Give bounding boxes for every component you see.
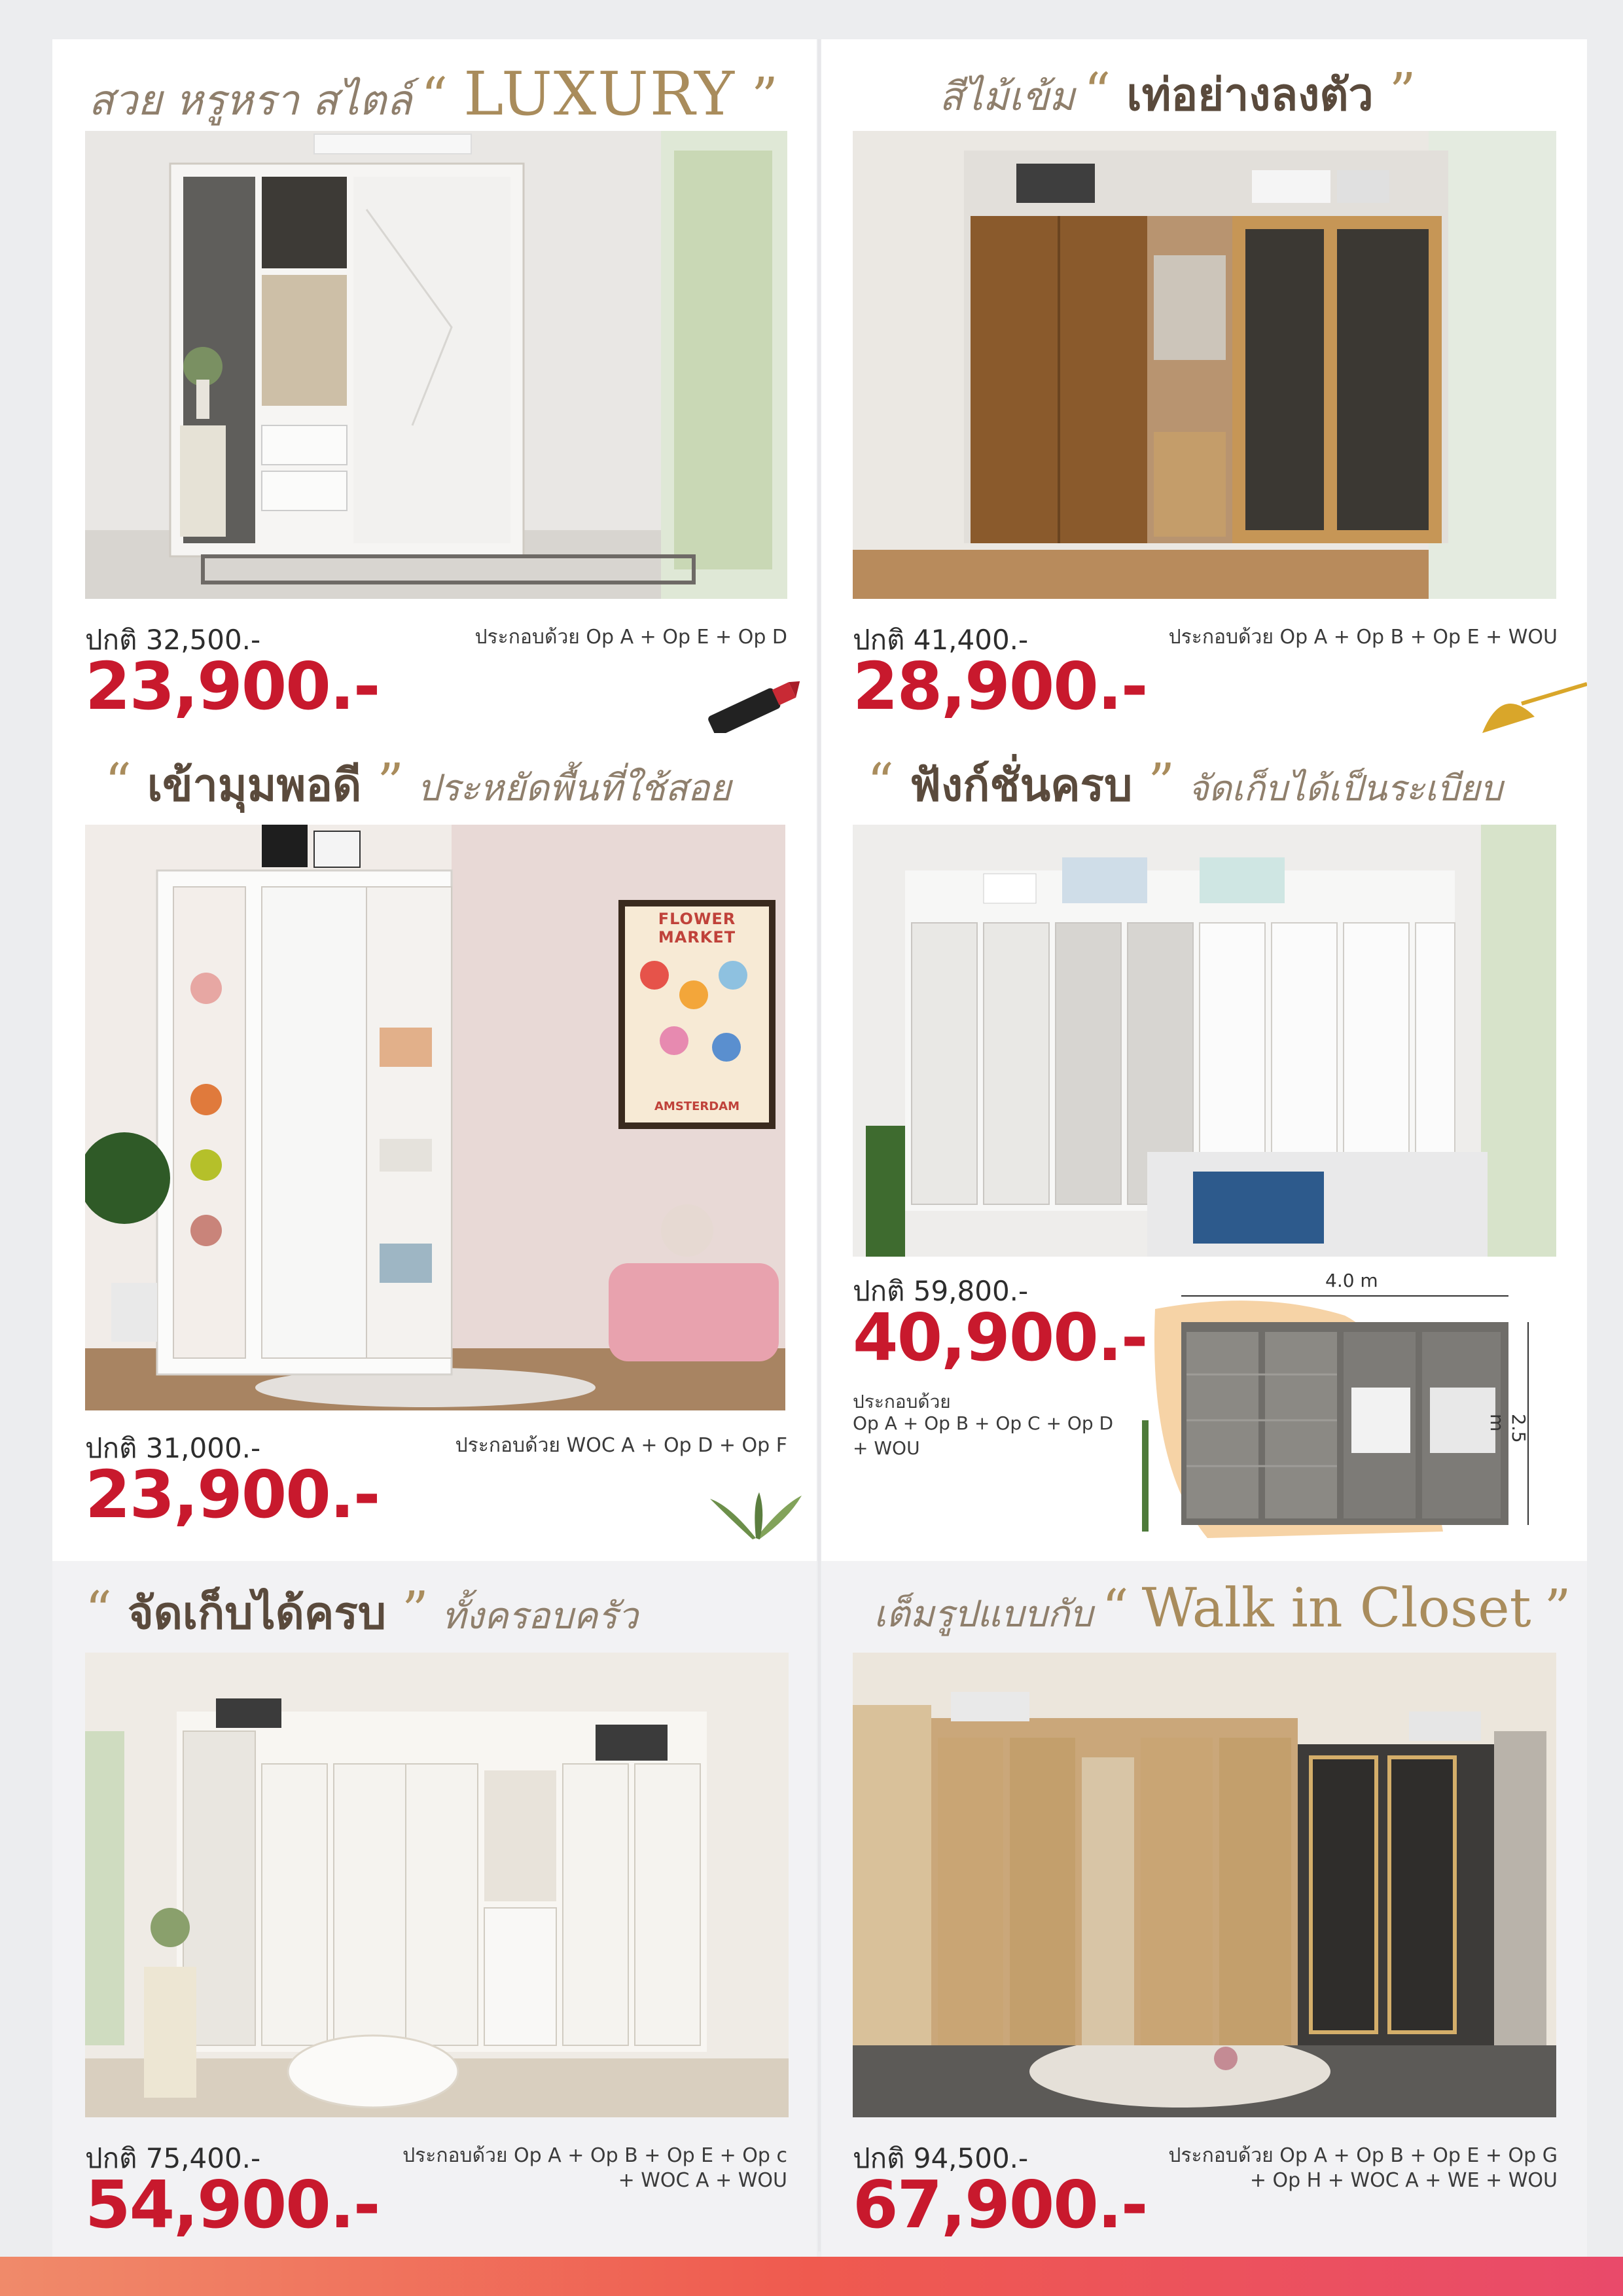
function-wardrobe-photo [853, 825, 1556, 1257]
title-highlight: เข้ามุมพอดี [147, 760, 362, 812]
poster-subtitle: AMSTERDAM [654, 1100, 740, 1113]
title-en: LUXURY [463, 59, 736, 129]
section-walk-in-closet [821, 1561, 1587, 2258]
section-dark-wood [821, 39, 1587, 733]
sale-price: 23,900.- [85, 1456, 380, 1533]
quote-open: “ [867, 752, 894, 813]
poster-title: FLOWER MARKET [658, 910, 736, 946]
quote-open: “ [105, 752, 132, 813]
sale-price: 28,900.- [853, 648, 1147, 725]
title-highlight: ฟังก์ชั่นครบ [909, 760, 1133, 812]
parts-line-2: + Op H + WOC A + WE + WOU [1249, 2169, 1558, 2192]
family-wardrobe-photo [85, 1653, 789, 2117]
regular-price: ปกติ 41,400.- [853, 624, 1029, 656]
title-thai: สีไม้เข้ม [939, 74, 1075, 120]
parts-label: ประกอบด้วย [853, 1391, 951, 1412]
section-function [821, 733, 1587, 1561]
regular-price: ปกติ 94,500.- [853, 2142, 1029, 2174]
section-corner [52, 733, 817, 1561]
title-thai: ประหยัดพื้นที่ใช้สอย [417, 767, 732, 810]
sale-price: 40,900.- [853, 1299, 1147, 1376]
section-title [874, 1577, 1587, 1643]
luxury-wardrobe-photo [85, 131, 787, 599]
lipstick-icon [694, 677, 812, 736]
desk-lamp-icon [1476, 677, 1587, 736]
quote-open: “ [1084, 62, 1111, 122]
wardrobe-diagram [1129, 1270, 1580, 1551]
walk-in-closet-photo [853, 1653, 1556, 2117]
title-highlight: จัดเก็บได้ครบ [127, 1588, 387, 1640]
regular-price: ปกติ 59,800.- [853, 1275, 1029, 1307]
parts-line-1: ประกอบด้วย Op A + Op B + Op E + Op c [402, 2144, 787, 2167]
quote-close: ” [1544, 1578, 1571, 1639]
parts-line-1: ประกอบด้วย Op A + Op B + Op E + Op G [1168, 2144, 1558, 2167]
quote-close: ” [402, 1580, 429, 1641]
title-thai: เต็มรูปแบบกับ [874, 1593, 1093, 1636]
title-thai: จัดเก็บได้เป็นระเบียบ [1188, 768, 1503, 809]
regular-price: ปกติ 31,000.- [85, 1432, 261, 1464]
quote-close: ” [1148, 752, 1175, 813]
sale-price: 67,900.- [853, 2166, 1147, 2243]
quote-close: ” [1389, 62, 1416, 122]
quote-open: “ [1101, 1578, 1129, 1639]
potted-plant-icon [704, 1492, 808, 1564]
section-title [939, 59, 1587, 130]
corner-wardrobe-photo [85, 825, 785, 1410]
sale-price: 23,900.- [85, 648, 380, 725]
column-divider [818, 39, 821, 2251]
section-family [52, 1561, 817, 2258]
title-en: Walk in Closet [1141, 1577, 1531, 1640]
quote-open: “ [421, 66, 448, 127]
parts-list: ประกอบด้วย WOC A + Op D + Op F [455, 1434, 787, 1457]
quote-close: ” [751, 66, 778, 127]
width-label: 4.0 m [1325, 1270, 1378, 1291]
section-title [85, 1577, 817, 1648]
bottom-color-bar [0, 2257, 1623, 2296]
quote-open: “ [85, 1580, 112, 1641]
section-luxury [52, 39, 817, 733]
parts-line-1: Op A + Op B + Op C + Op D [853, 1412, 1114, 1434]
section-title [88, 59, 817, 134]
section-title [105, 749, 817, 820]
dark-wood-wardrobe-photo [853, 131, 1556, 599]
sale-price: 54,900.- [85, 2166, 380, 2243]
title-thai: สวย หรูหรา สไตล์ [88, 77, 412, 125]
regular-price: ปกติ 75,400.- [85, 2142, 261, 2174]
title-thai: ทั้งครอบครัว [441, 1595, 638, 1638]
quote-close: ” [377, 752, 404, 813]
parts-line-2: + WOC A + WOU [618, 2169, 787, 2192]
parts-line-2: + WOU [853, 1437, 920, 1459]
height-label: 2.5 m [1486, 1414, 1529, 1443]
parts-list: ประกอบด้วย Op A + Op B + Op E + WOU [1168, 626, 1558, 649]
regular-price: ปกติ 32,500.- [85, 624, 261, 656]
title-highlight: เท่อย่างลงตัว [1126, 69, 1374, 121]
section-title [867, 749, 1587, 820]
parts-list: ประกอบด้วย Op A + Op E + Op D [474, 626, 787, 649]
